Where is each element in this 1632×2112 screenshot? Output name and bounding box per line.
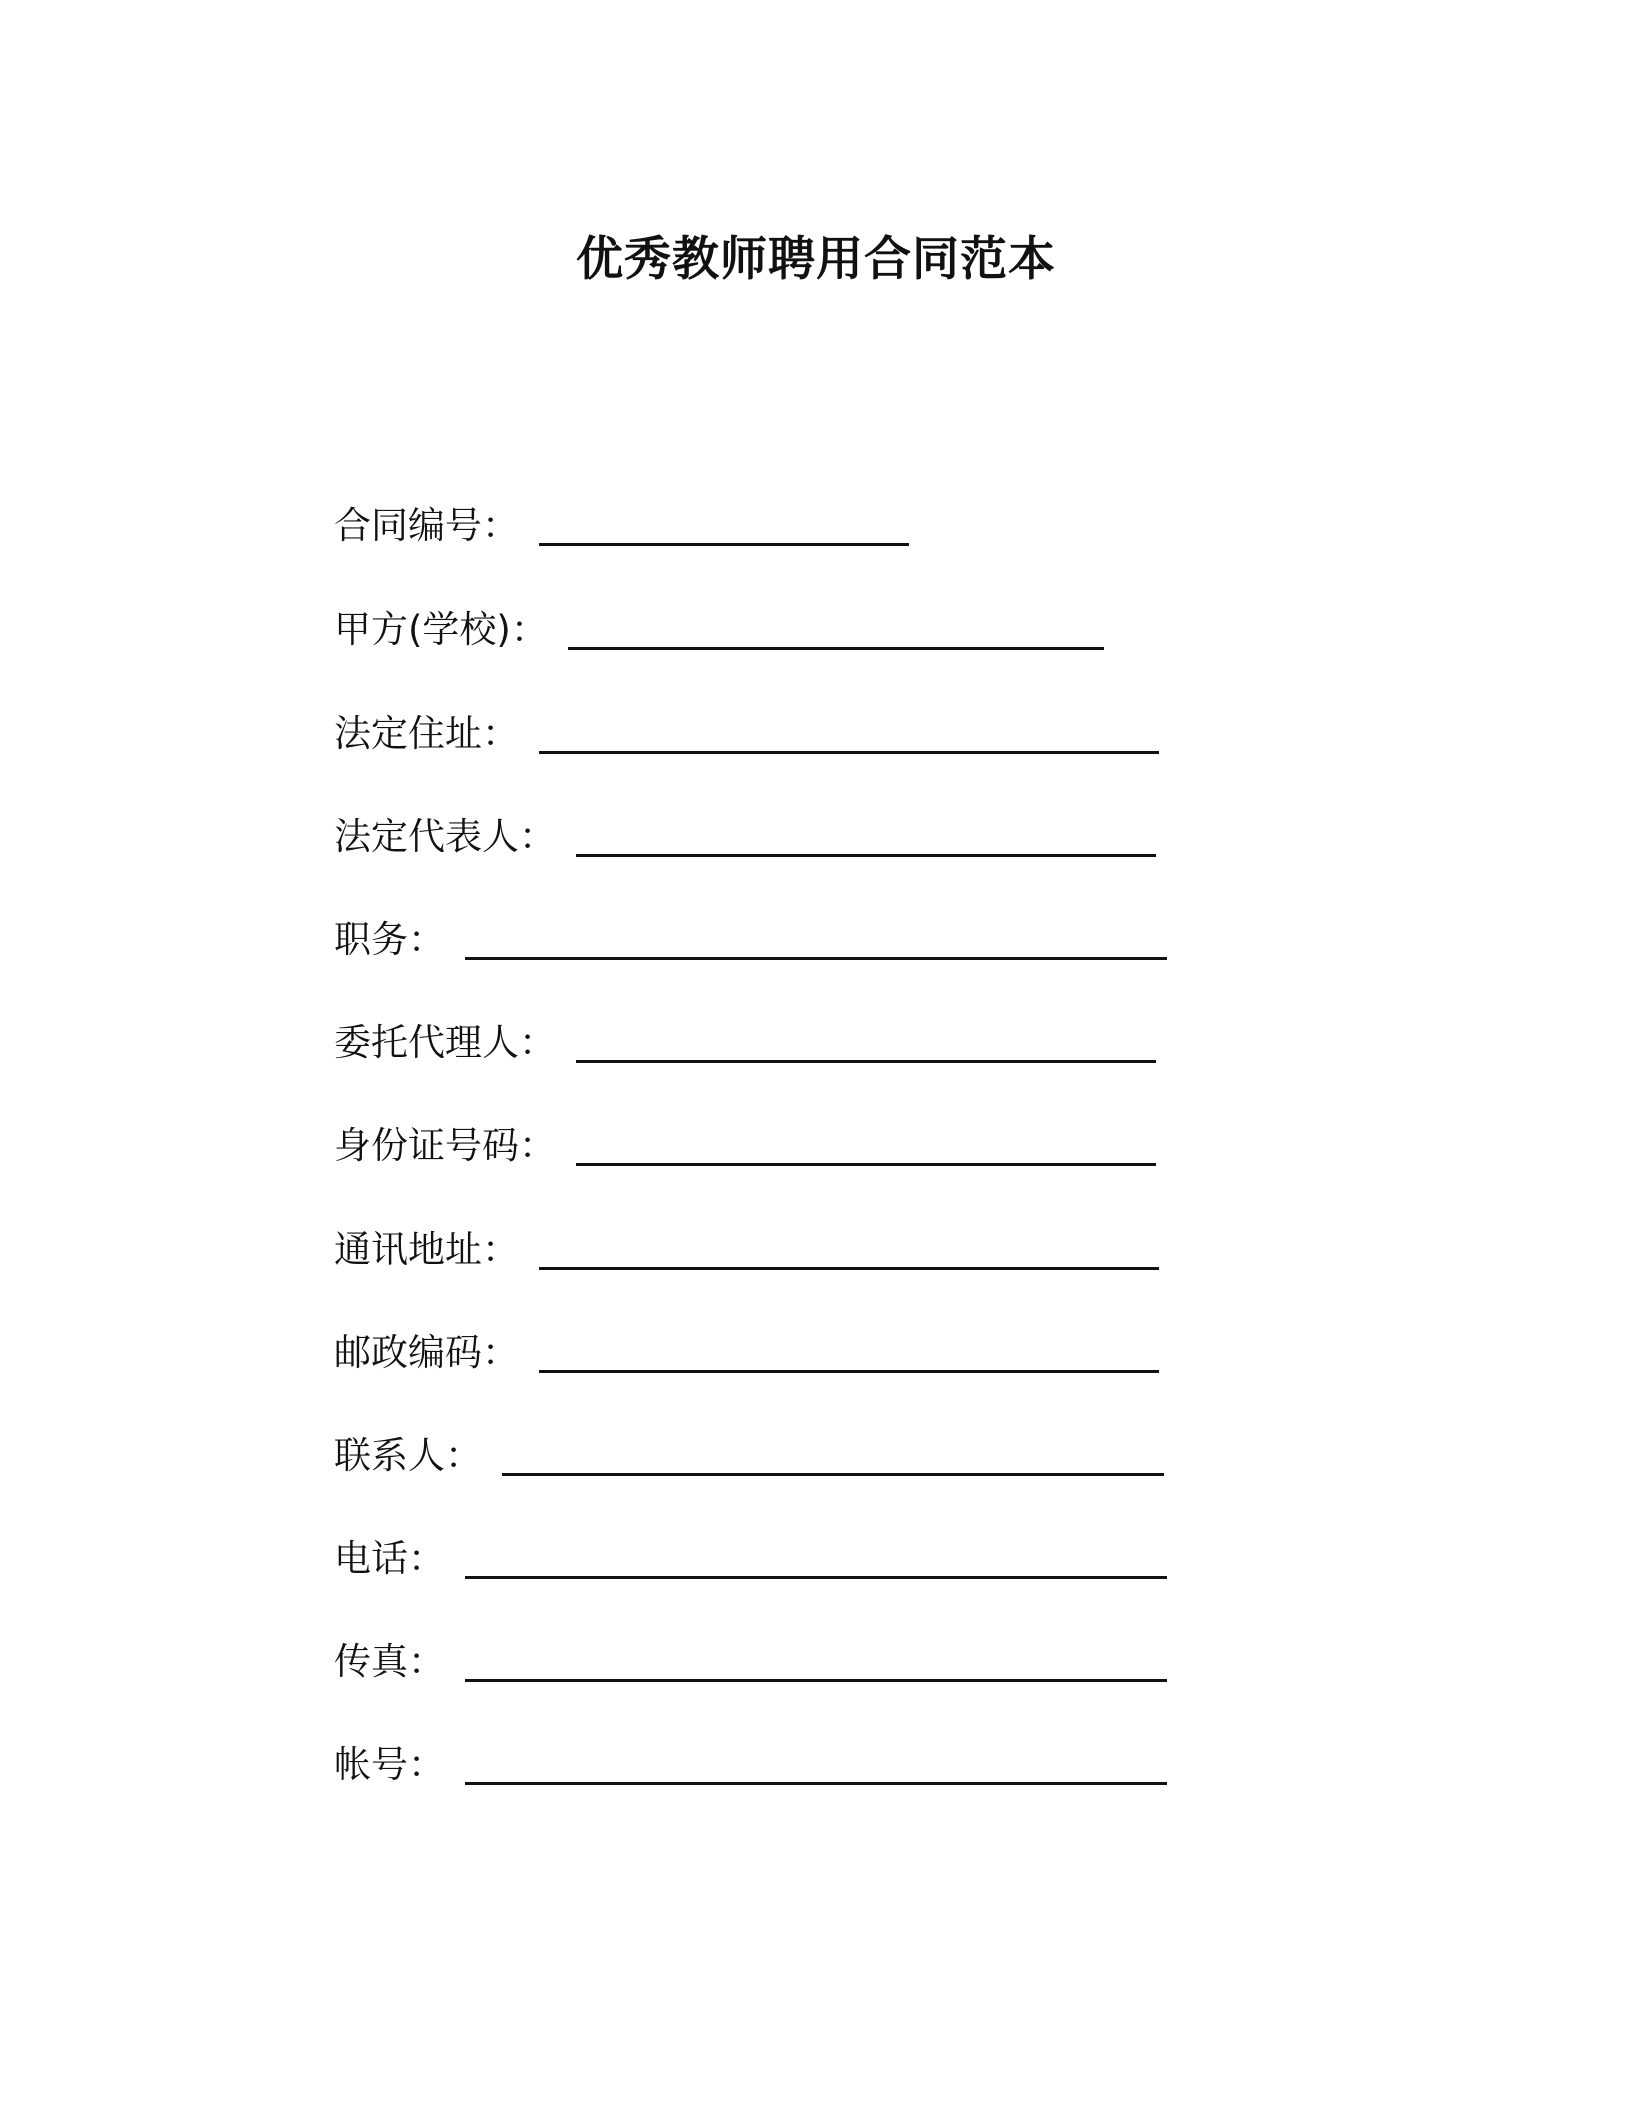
field-legal-address bbox=[334, 696, 1159, 756]
fill-in-line[interactable] bbox=[539, 1370, 1159, 1373]
field-label: 邮政编码： bbox=[334, 1331, 519, 1374]
fill-in-line[interactable] bbox=[465, 1782, 1167, 1785]
field-label: 传真： bbox=[334, 1640, 445, 1683]
field-mailing-address bbox=[334, 1212, 1159, 1272]
field-fax bbox=[334, 1624, 1167, 1684]
field-label: 帐号： bbox=[334, 1743, 445, 1786]
fill-in-line[interactable] bbox=[576, 1060, 1156, 1063]
fill-in-line[interactable] bbox=[539, 543, 909, 546]
fill-in-line[interactable] bbox=[502, 1473, 1164, 1476]
field-telephone bbox=[334, 1521, 1167, 1581]
field-contact-person bbox=[334, 1418, 1164, 1478]
fill-in-line[interactable] bbox=[568, 647, 1104, 650]
field-label: 职务： bbox=[334, 918, 445, 961]
field-label: 身份证号码： bbox=[334, 1124, 556, 1167]
field-label: 通讯地址： bbox=[334, 1228, 519, 1271]
field-label: 法定代表人： bbox=[334, 815, 556, 858]
field-party-a-school bbox=[334, 592, 1104, 652]
fill-in-line[interactable] bbox=[576, 1163, 1156, 1166]
field-label: 法定住址： bbox=[334, 712, 519, 755]
fill-in-line[interactable] bbox=[576, 854, 1156, 857]
field-postal-code bbox=[334, 1315, 1159, 1375]
field-authorized-agent bbox=[334, 1005, 1156, 1065]
fill-in-line[interactable] bbox=[465, 957, 1167, 960]
field-label: 电话： bbox=[334, 1537, 445, 1580]
fill-in-line[interactable] bbox=[539, 751, 1159, 754]
field-account-number bbox=[334, 1727, 1167, 1787]
field-id-number bbox=[334, 1108, 1156, 1168]
field-label: 甲方(学校)： bbox=[334, 608, 548, 651]
field-label: 合同编号： bbox=[334, 504, 519, 547]
field-label: 联系人： bbox=[334, 1434, 482, 1477]
field-position bbox=[334, 902, 1167, 962]
fill-in-line[interactable] bbox=[465, 1679, 1167, 1682]
fill-in-line[interactable] bbox=[465, 1576, 1167, 1579]
fill-in-line[interactable] bbox=[539, 1267, 1159, 1270]
document-title: 优秀教师聘用合同范本 bbox=[576, 232, 1056, 287]
field-label: 委托代理人： bbox=[334, 1021, 556, 1064]
field-contract-number bbox=[334, 488, 909, 548]
field-legal-representative bbox=[334, 799, 1156, 859]
